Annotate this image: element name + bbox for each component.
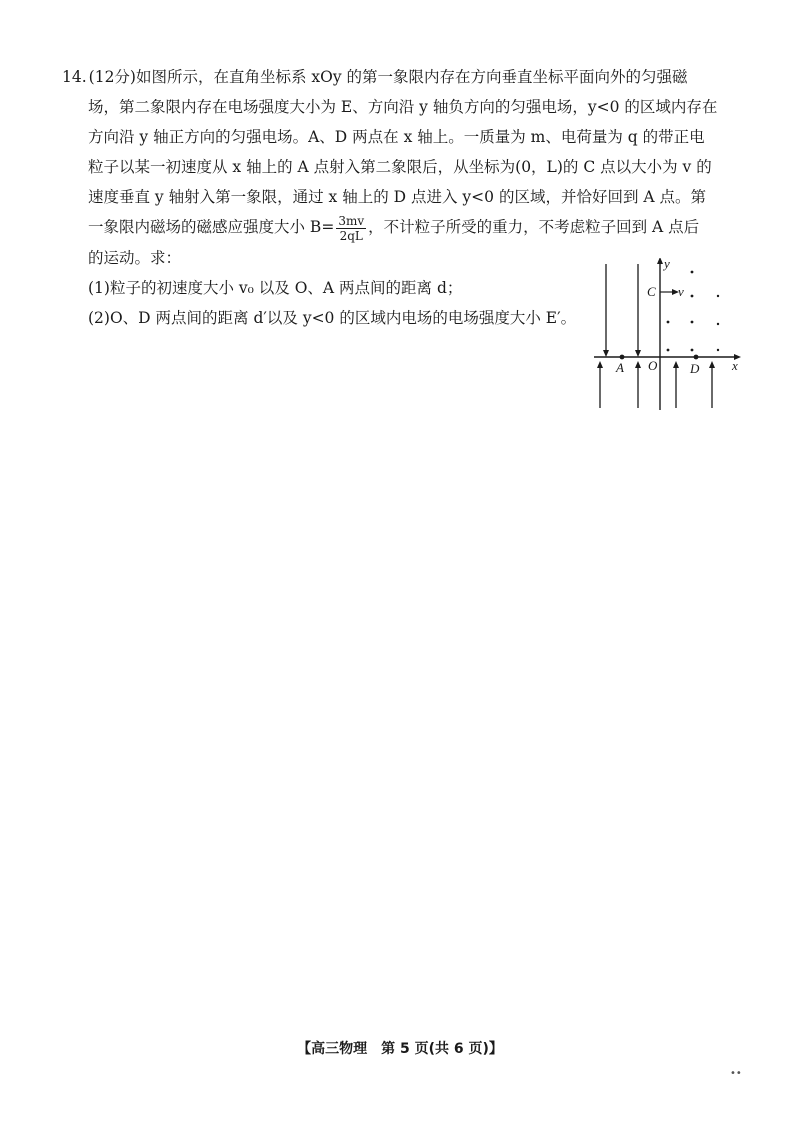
point-a bbox=[620, 355, 625, 360]
question-text-line-4: 粒子以某一初速度从 x 轴上的 A 点射入第二象限后，从坐标为(0，L)的 C 点以大小为 v 的 bbox=[88, 158, 712, 176]
label-d: D bbox=[690, 361, 700, 376]
page-footer: 【高三物理 第 5 页(共 6 页)】 bbox=[297, 1041, 503, 1057]
fraction-b bbox=[336, 214, 366, 243]
field-diagram bbox=[594, 258, 744, 413]
question-text-line-5: 速度垂直 y 轴射入第一象限，通过 x 轴上的 D 点进入 y<0 的区域，并恰好回到 A 点。第 bbox=[88, 188, 706, 206]
electric-field-lines-second-quadrant bbox=[606, 264, 638, 354]
label-o: O bbox=[648, 358, 658, 373]
magnetic-field-dots bbox=[667, 271, 720, 352]
sub-question-1: (1)粒子的初速度大小 v₀ 以及 O、A 两点间的距离 d； bbox=[88, 278, 463, 297]
label-v: v bbox=[678, 284, 684, 299]
question-text-line-2: 场，第二象限内存在电场强度大小为 E、方向沿 y 轴负方向的匀强电场，y<0 的区域内存在 bbox=[88, 98, 718, 116]
label-y: y bbox=[664, 258, 670, 271]
label-c: C bbox=[647, 284, 656, 299]
question-line-1 bbox=[62, 62, 744, 92]
sub-question-2: (2)O、D 两点间的距离 d′以及 y<0 的区域内电场的电场强度大小 E′。 bbox=[88, 308, 577, 327]
question-number: 14. bbox=[62, 68, 87, 86]
question-text-line-7: 的运动。求： bbox=[88, 248, 182, 267]
line6-before: 一象限内磁场的磁感应强度大小 B= bbox=[88, 218, 335, 236]
corner-mark: •• bbox=[730, 1068, 742, 1079]
point-d bbox=[694, 355, 699, 360]
fraction-numerator: 3mv bbox=[338, 213, 365, 228]
label-x: x bbox=[732, 358, 738, 373]
fraction-denominator: 2qL bbox=[339, 228, 363, 243]
label-a: A bbox=[616, 360, 624, 375]
question-score: (12分) bbox=[88, 68, 136, 86]
line6-after: ，不计粒子所受的重力，不考虑粒子回到 A 点后 bbox=[368, 218, 700, 236]
question-text-line-3: 方向沿 y 轴正方向的匀强电场。A、D 两点在 x 轴上。一质量为 m、电荷量为 q 的带正电 bbox=[88, 128, 705, 146]
question-text-line-6 bbox=[62, 212, 744, 243]
question-text-line-1: 如图所示，在直角坐标系 xOy 的第一象限内存在方向垂直坐标平面向外的匀强磁 bbox=[135, 68, 688, 86]
